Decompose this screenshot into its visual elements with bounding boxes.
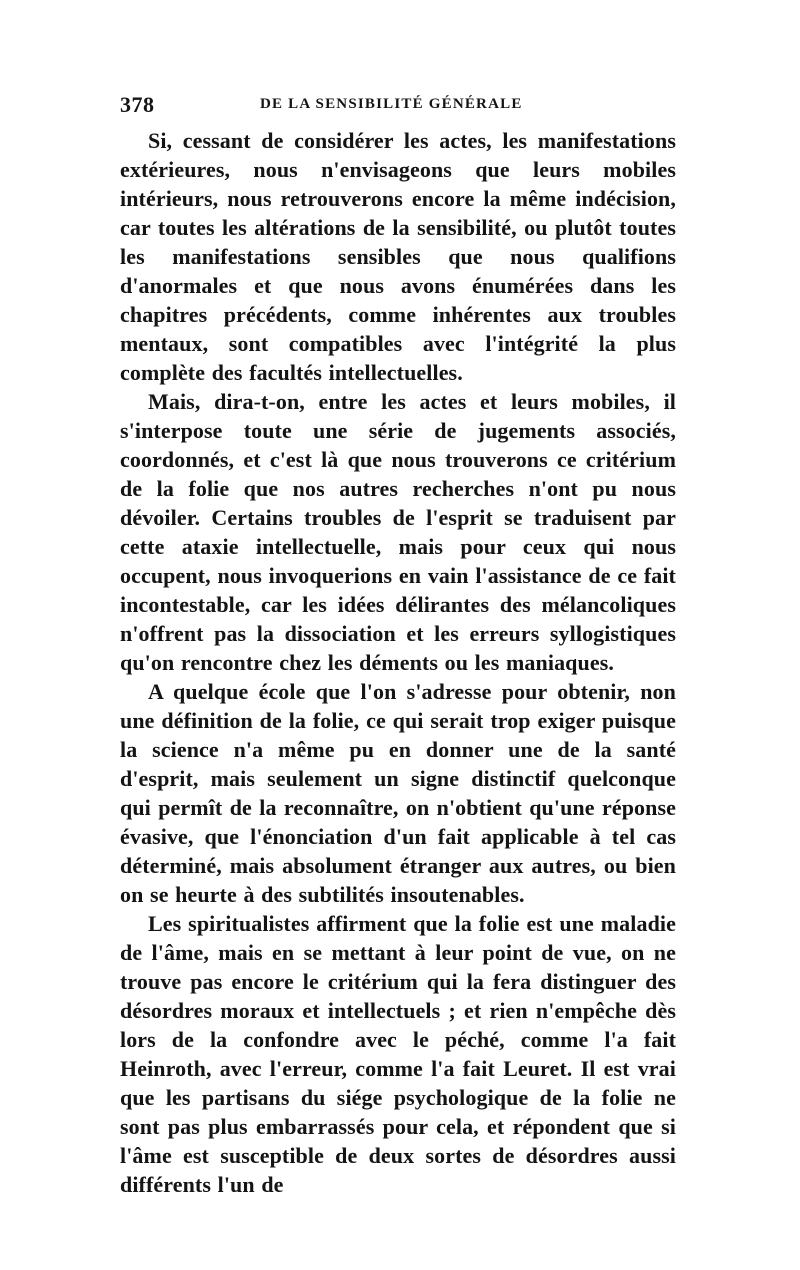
page-header	[120, 92, 676, 122]
paragraph-3: A quelque école que l'on s'adresse pour obtenir, non une définition de la folie, ce qui serait trop exiger puisque la science n'a même pu en donner une de la santé d'esprit, mais seulement un signe distinctif quelconque qui permît de la reconnaître, on n'obtient qu'une réponse évasive, que l'énonciation d'un fait applicable à tel cas déterminé, mais absolument étranger aux autres, ou bien on se heurte à des subtilités insoutenables.	[120, 679, 676, 907]
book-page	[120, 92, 676, 1199]
paragraph-2: Mais, dira-t-on, entre les actes et leurs mobiles, il s'interpose toute une série de jugements associés, coordonnés, et c'est là que nous trouverons ce critérium de la folie que nos autres recherches n'ont pu nous dévoiler. Certains troubles de l'esprit se traduisent par cette ataxie intellectuelle, mais pour ceux qui nous occupent, nous invoquerions en vain l'assistance de ce fait incontestable, car les idées délirantes des mélancoliques n'offrent pas la dissociation et les erreurs syllogistiques qu'on rencontre chez les déments ou les maniaques.	[120, 389, 676, 675]
running-head: DE LA SENSIBILITÉ GÉNÉRALE	[260, 96, 523, 112]
page-number: 378	[120, 92, 155, 117]
paragraph-4: Les spiritualistes affirment que la folie est une maladie de l'âme, mais en se mettant à leur point de vue, on ne trouve pas encore le critérium qui la fera distinguer des désordres moraux et intellectuels ; et rien n'empêche dès lors de la confondre avec le péché, comme l'a fait Heinroth, avec l'erreur, comme l'a fait Leuret. Il est vrai que les partisans du siége psychologique de la folie ne sont pas plus embarrassés pour cela, et répondent que si l'âme est susceptible de deux sortes de désordres aussi différents l'un de	[120, 911, 676, 1197]
paragraph-1: Si, cessant de considérer les actes, les manifestations extérieures, nous n'envisageons que leurs mobiles intérieurs, nous retrouverons encore la même indécision, car toutes les altérations de la sensibilité, ou plutôt toutes les manifestations sensibles que nous qualifions d'anormales et que nous avons énumérées dans les chapitres précédents, comme inhérentes aux troubles mentaux, sont compatibles avec l'intégrité la plus complète des facultés intellectuelles.	[120, 128, 676, 385]
